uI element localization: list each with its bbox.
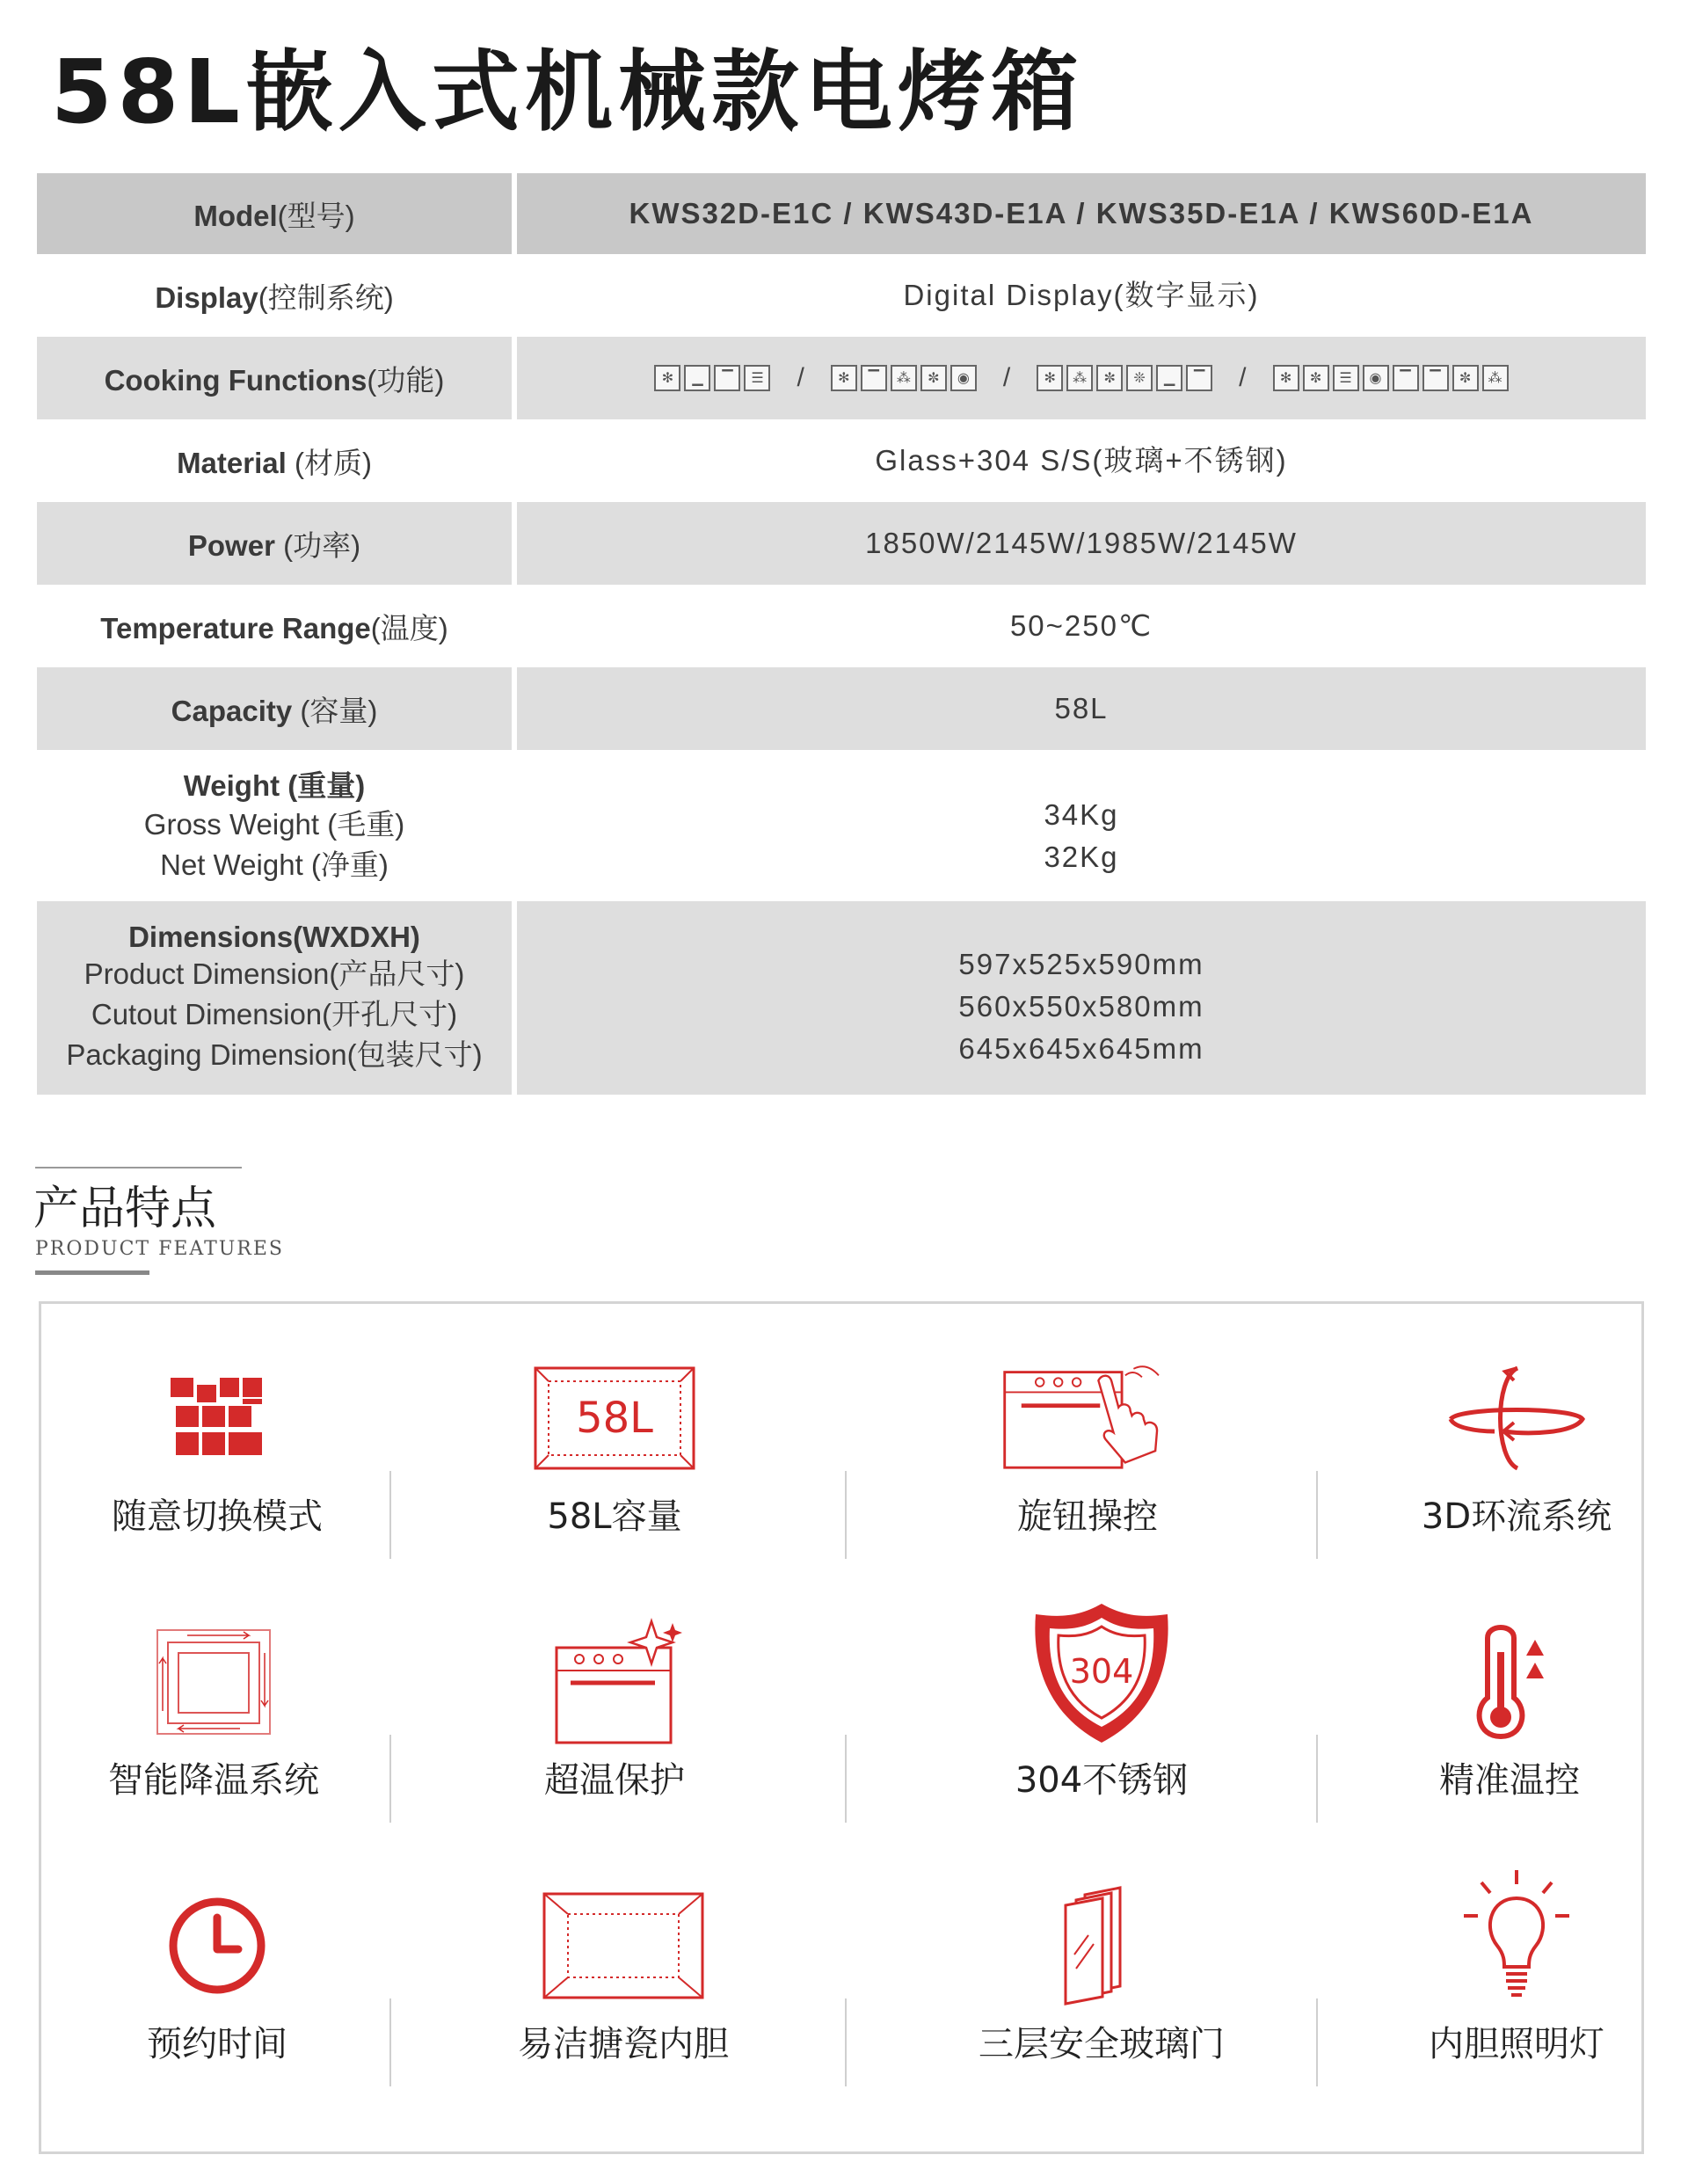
material-value: Glass+304 S/S(玻璃+不锈钢) (875, 444, 1288, 477)
display-value: Digital Display(数字显示) (903, 279, 1260, 311)
feature-item: 304 304不锈钢 (917, 1612, 1286, 1823)
cooking-label: Cooking Functions (104, 363, 367, 397)
feature-item: 58L 58L容量 (430, 1357, 799, 1568)
triple-glass-icon (1014, 1884, 1190, 2007)
top-function-icon: ▔ (714, 365, 740, 391)
top-function-icon: ▔ (1186, 365, 1212, 391)
feature-item: 预约时间 (33, 1884, 402, 2095)
product-dimension-label: Product Dimension(产品尺寸) (84, 957, 465, 990)
lightbulb-icon (1429, 1875, 1604, 1998)
grid-icon (129, 1357, 305, 1480)
spec-row-model: Model(型号) KWS32D-E1C / KWS43D-E1A / KWS35D-E1A / KWS60D-E1A (37, 173, 1646, 254)
features-subtitle: PRODUCT FEATURES (35, 1238, 285, 1260)
knob-touch-icon (1000, 1357, 1175, 1480)
feature-item: 随意切换模式 (33, 1357, 402, 1568)
gross-weight-value: 34Kg (1044, 798, 1119, 831)
spec-row-cooking: Cooking Functions(功能) ✻ ▁ ▔ ☰ / ✻ ▔ ⁂ ✼ ◉ / ✻ ⁂ ✼ ❊ ▁ ▔ / ✻ ✼ ☰ ◉ ▔ ▔ ✼ ⁂ (37, 337, 1646, 419)
grill-function-icon: ⁂ (891, 365, 917, 391)
shield-304-icon (1014, 1612, 1190, 1735)
dimensions-label: Dimensions(WXDXH) (128, 921, 420, 953)
section-rule-top (35, 1167, 242, 1168)
fan-grill-function-icon: ✼ (1303, 365, 1329, 391)
feature-item: 智能降温系统 (29, 1620, 398, 1831)
bottom-function-icon: ▁ (684, 365, 710, 391)
spec-row-weight (37, 750, 1646, 898)
fan-grill-function-icon: ✼ (1096, 365, 1123, 391)
fan-function-icon: ✻ (831, 365, 857, 391)
fan-function-icon: ✻ (654, 365, 680, 391)
cooking-function-icons (654, 363, 1508, 393)
feature-item: 三层安全玻璃门 (917, 1884, 1286, 2095)
temperature-value: 50~250℃ (1009, 609, 1153, 642)
function-group-separator: / (1002, 363, 1011, 392)
model-value: KWS32D-E1C / KWS43D-E1A / KWS35D-E1A / KWS60D-E1A (629, 197, 1534, 229)
weight-label: Weight (重量) (183, 768, 366, 802)
display-label: Display (155, 280, 258, 314)
grill-function-icon: ⁂ (1066, 365, 1093, 391)
top-bottom-function-icon: ☰ (1333, 365, 1359, 391)
spec-row-dimensions (37, 901, 1646, 1095)
cutout-dimension-value: 560x550x580mm (958, 990, 1204, 1023)
power-label: Power (187, 528, 275, 562)
features-title: 产品特点 (33, 1183, 217, 1235)
bottom-function-icon: ▁ (1156, 365, 1182, 391)
net-weight-value: 32Kg (1044, 841, 1119, 873)
section-rule-bottom (35, 1270, 149, 1275)
fan-function-icon: ✻ (1273, 365, 1299, 391)
fan-circle-function-icon: ◉ (950, 365, 977, 391)
svg-text:58L: 58L (576, 1394, 653, 1443)
packaging-dimension-value: 645x645x645mm (958, 1032, 1204, 1065)
feature-item: 旋钮操控 (903, 1357, 1272, 1568)
3d-airflow-icon (1429, 1357, 1604, 1480)
feature-item: 易洁搪瓷内胆 (439, 1884, 808, 2095)
material-label: Material (177, 446, 287, 479)
spec-row-temperature: Temperature Range(温度) 50~250℃ (37, 585, 1646, 667)
product-dimension-value: 597x525x590mm (958, 948, 1204, 980)
page-title: 58L嵌入式机械款电烤箱 (51, 40, 1084, 143)
top-function-icon: ▔ (861, 365, 887, 391)
spec-row-material: Material (材质) Glass+304 S/S(玻璃+不锈钢) (37, 419, 1646, 502)
feature-item: 内胆照明灯 (1332, 1875, 1688, 2086)
capacity-icon (527, 1357, 702, 1480)
svg-text:304: 304 (1069, 1652, 1134, 1691)
thermometer-icon (1422, 1620, 1597, 1744)
function-group-separator: / (797, 363, 804, 392)
fan-grill-function-icon: ✼ (920, 365, 947, 391)
model-label: Model (193, 199, 278, 232)
enamel-cavity-icon (535, 1884, 711, 2007)
capacity-value: 58L (1054, 692, 1109, 724)
feature-item: 精准温控 (1325, 1620, 1688, 1831)
feature-item: 3D环流系统 (1332, 1357, 1688, 1568)
gross-weight-label: Gross Weight (毛重) (143, 807, 405, 841)
clock-icon (129, 1884, 305, 2007)
overheat-protection-icon (527, 1620, 702, 1744)
cooling-icon (126, 1620, 302, 1744)
spec-row-capacity: Capacity (容量) 58L (37, 667, 1646, 750)
fan-grill-full-function-icon: ❊ (1126, 365, 1153, 391)
top-bottom-function-icon: ☰ (744, 365, 770, 391)
packaging-dimension-label: Packaging Dimension(包装尺寸) (66, 1038, 483, 1071)
top-function-icon: ▔ (1422, 365, 1449, 391)
top-function-icon: ▔ (1393, 365, 1419, 391)
function-group-separator: / (1239, 363, 1247, 392)
cutout-dimension-label: Cutout Dimension(开孔尺寸) (91, 998, 458, 1030)
net-weight-label: Net Weight (净重) (160, 848, 389, 881)
fan-function-icon: ✻ (1037, 365, 1063, 391)
temperature-label: Temperature Range (100, 611, 371, 644)
capacity-label: Capacity (171, 694, 293, 727)
feature-item: 超温保护 (430, 1620, 799, 1831)
spec-row-power: Power (功率) 1850W/2145W/1985W/2145W (37, 502, 1646, 585)
features-panel (39, 1301, 1644, 2154)
power-value: 1850W/2145W/1985W/2145W (865, 527, 1298, 559)
fan-grill-function-icon: ✼ (1452, 365, 1479, 391)
spec-row-display: Display(控制系统) Digital Display(数字显示) (37, 254, 1646, 337)
grill-function-icon: ⁂ (1482, 365, 1509, 391)
fan-circle-function-icon: ◉ (1363, 365, 1389, 391)
